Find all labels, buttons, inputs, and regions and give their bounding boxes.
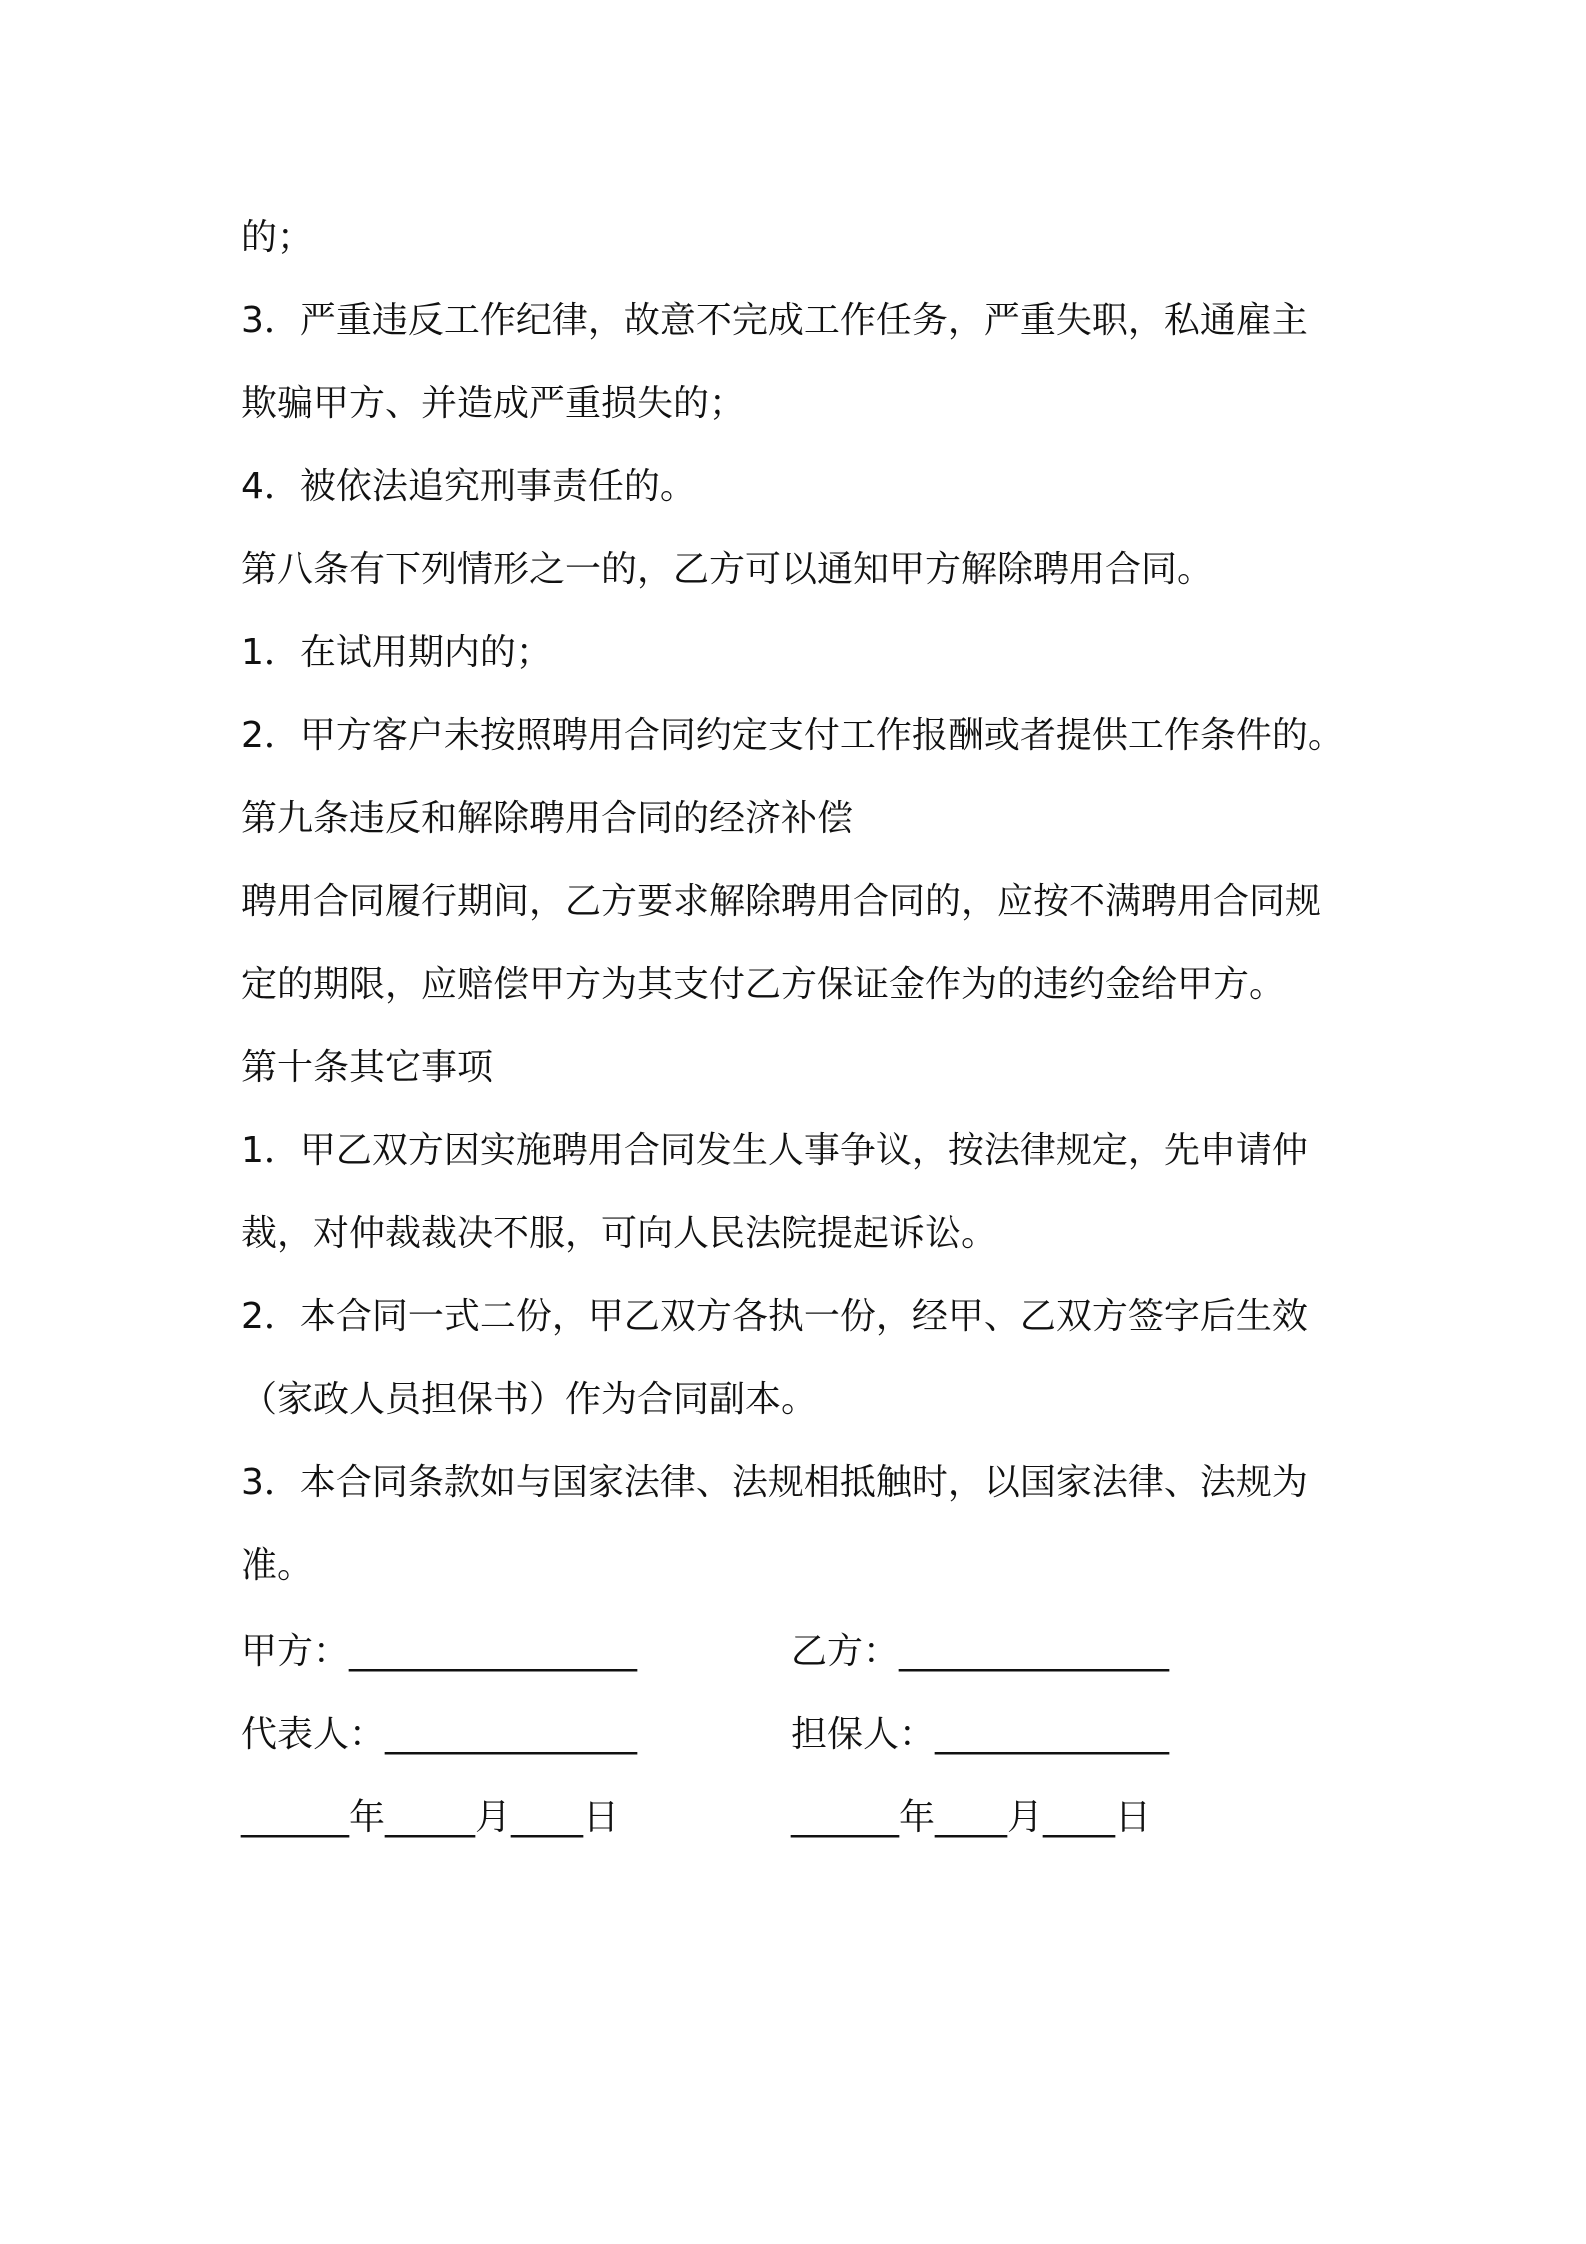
article-8-heading: 第八条有下列情形之一的，乙方可以通知甲方解除聘用合同。	[241, 549, 1214, 590]
signature-row-representatives	[241, 1693, 1341, 1776]
paragraph: 准。	[241, 1545, 314, 1586]
paragraph: 的；	[241, 217, 314, 258]
paragraph: 裁，对仲裁裁决不服，可向人民法院提起诉讼。	[241, 1213, 998, 1254]
paragraph: 3．严重违反工作纪律，故意不完成工作任务，严重失职，私通雇主	[241, 300, 1308, 341]
party-b-date-line: ______年____月____日	[791, 1797, 1151, 1838]
paragraph: 欺骗甲方、并造成严重损失的；	[241, 383, 746, 424]
signature-block	[241, 1610, 1341, 1859]
paragraph: （家政人员担保书）作为合同副本。	[241, 1379, 818, 1420]
signature-row-dates	[241, 1776, 1341, 1859]
paragraph: 定的期限，应赔偿甲方为其支付乙方保证金作为的违约金给甲方。	[241, 964, 1286, 1005]
party-a-date-line: ______年_____月____日	[241, 1797, 619, 1838]
representative-signature-line: 代表人：______________	[241, 1714, 638, 1755]
paragraph: 聘用合同履行期间，乙方要求解除聘用合同的，应按不满聘用合同规	[241, 881, 1322, 922]
guarantor-signature-line: 担保人：_____________	[791, 1714, 1170, 1755]
paragraph: 2．本合同一式二份，甲乙双方各执一份，经甲、乙双方签字后生效	[241, 1296, 1308, 1337]
paragraph: 2．甲方客户未按照聘用合同约定支付工作报酬或者提供工作条件的。	[241, 715, 1344, 756]
article-10-heading: 第十条其它事项	[241, 1047, 494, 1088]
signature-row-parties	[241, 1610, 1341, 1693]
paragraph: 1．在试用期内的；	[241, 632, 552, 673]
party-b-signature-line: 乙方：_______________	[791, 1631, 1170, 1672]
article-9-heading: 第九条违反和解除聘用合同的经济补偿	[241, 798, 854, 839]
paragraph: 4．被依法追究刑事责任的。	[241, 466, 696, 507]
party-a-signature-line: 甲方：________________	[241, 1631, 638, 1672]
contract-body	[241, 196, 1371, 1607]
paragraph: 1．甲乙双方因实施聘用合同发生人事争议，按法律规定，先申请仲	[241, 1130, 1308, 1171]
paragraph: 3．本合同条款如与国家法律、法规相抵触时，以国家法律、法规为	[241, 1462, 1308, 1503]
